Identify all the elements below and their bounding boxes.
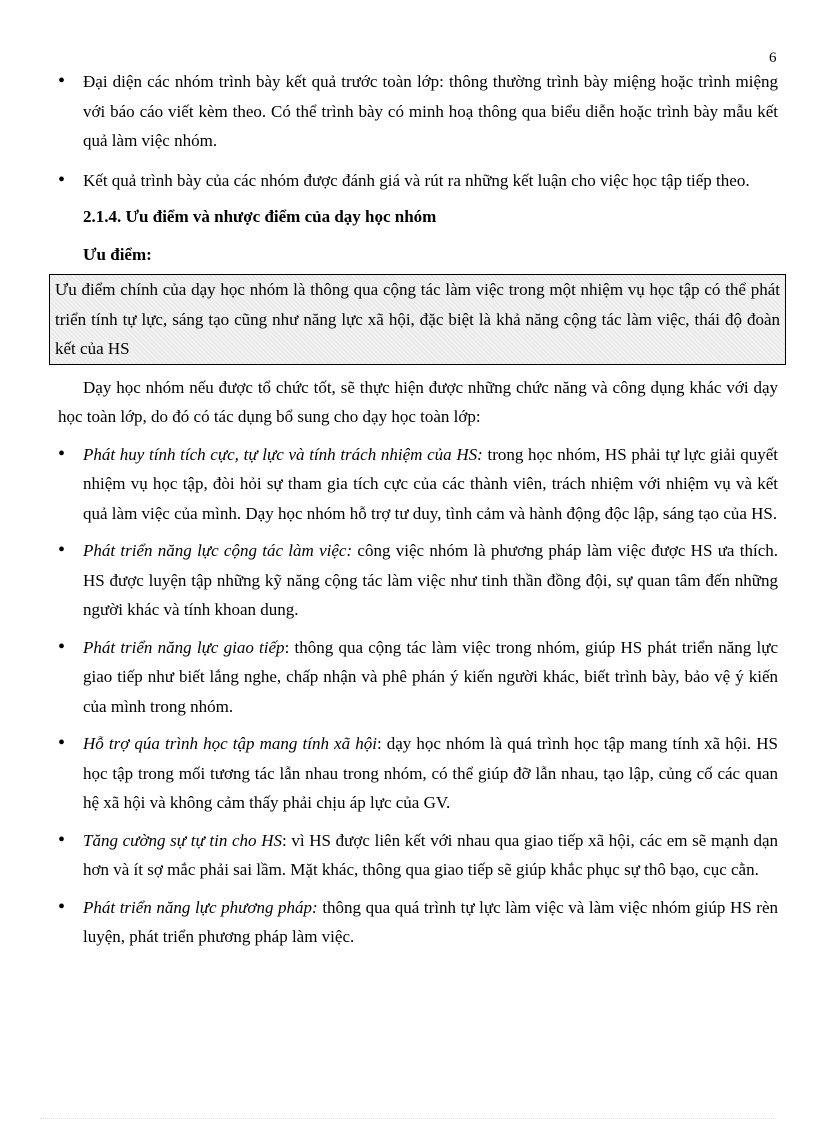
list-item: [58, 536, 778, 625]
sub-heading: Ưu điểm:: [83, 244, 152, 264]
bullet-icon: •: [58, 442, 66, 465]
bullet-icon: •: [58, 168, 66, 191]
intro-paragraph: Dạy học nhóm nếu được tổ chức tốt, sẽ thực hiện được những chức năng và công dụng khác với dạy học toàn lớp, do đó có tác dụng bổ sung cho dạy học toàn lớp:: [58, 377, 778, 426]
list-item: [58, 893, 778, 952]
bullet-icon: •: [58, 539, 66, 561]
footer-divider: [40, 1118, 776, 1119]
list-item-text: Đại diện các nhóm trình bày kết quả trước toàn lớp: thông thường trình bày miệng hoặc trình miệng với báo cáo viết kèm theo. Có thể trình bày có minh hoạ thông qua biểu diễn hoặc trình bày mẫu kết quả làm việc nhóm.: [83, 72, 778, 150]
list-item-lead: Tăng cường sự tự tin cho HS: [83, 830, 282, 850]
page-content: [55, 67, 780, 960]
list-item: [58, 633, 778, 722]
list-item-lead: Phát huy tính tích cực, tự lực và tính trách nhiệm của HS:: [83, 444, 483, 464]
highlight-box: Ưu điểm chính của dạy học nhóm là thông qua cộng tác làm việc trong một nhiệm vụ học tập có thể phát triển tính tự lực, sáng tạo cũng như năng lực xã hội, đặc biệt là khả năng cộng tác làm việc, thái độ đoàn kết của HS: [49, 274, 786, 365]
list-item-lead: Hỗ trợ qúa trình học tập mang tính xã hội: [83, 734, 377, 753]
list-item-text: trong học nhóm, HS phải tự lực giải quyết nhiệm vụ học tập, đòi hỏi sự tham gia tích cực của các thành viên, trách nhiệm với nhiệm vụ và kết quả làm việc của mình. Dạy học nhóm hỗ trợ tư duy, tình cảm và hành động độc lập, sáng tạo của HS.: [83, 444, 778, 523]
list-item-text: công việc nhóm là phương pháp làm việc được HS ưa thích. HS được luyện tập những kỹ năng cộng tác làm việc như tinh thần đồng đội, sự quan tâm đến những người khác và tính khoan dung.: [83, 541, 778, 619]
bullet-icon: •: [58, 732, 66, 754]
list-item-text: thông qua quá trình tự lực làm việc và làm việc nhóm giúp HS rèn luyện, phát triển phương pháp làm việc.: [83, 897, 778, 946]
bullet-icon: •: [58, 70, 66, 92]
advantages-list: [58, 440, 778, 952]
list-item-lead: Phát triển năng lực giao tiếp: [83, 637, 285, 657]
list-item: [58, 440, 778, 529]
list-item: [58, 826, 778, 885]
list-item: [58, 166, 778, 196]
list-item-text: : thông qua cộng tác làm việc trong nhóm, giúp HS phát triển năng lực giao tiếp như biết lắng nghe, chấp nhận và phê phán ý kiến người khác, biết trình bày, bảo vệ ý kiến của mình trong nhóm.: [83, 637, 778, 716]
list-item-lead: Phát triển năng lực cộng tác làm việc:: [83, 541, 353, 560]
page-number: 6: [769, 50, 777, 66]
list-item: [58, 729, 778, 818]
bullet-icon: •: [58, 895, 66, 918]
list-item-text: Kết quả trình bày của các nhóm được đánh giá và rút ra những kết luận cho việc học tập tiếp theo.: [83, 170, 750, 190]
section-heading: 2.1.4. Ưu điểm và nhược điểm của dạy học nhóm: [83, 207, 437, 226]
bullet-icon: •: [58, 635, 66, 658]
bullet-icon: •: [58, 828, 66, 851]
list-item-lead: Phát triển năng lực phương pháp:: [83, 897, 318, 917]
list-item: [58, 67, 778, 156]
list-item-text: : vì HS được liên kết với nhau qua giao tiếp xã hội, các em sẽ mạnh dạn hơn và ít sợ mắc phải sai lầm. Mặt khác, thông qua giao tiếp sẽ giúp khắc phục sự thô bạo, cục cằn.: [83, 830, 778, 879]
list-item-text: : dạy học nhóm là quá trình học tập mang tính xã hội. HS học tập trong mối tương tác lẫn nhau trong nhóm, có thể giúp đỡ lẫn nhau, tạo lập, củng cố các quan hệ xã hội và không cảm thấy phải chịu áp lực của GV.: [83, 734, 778, 812]
